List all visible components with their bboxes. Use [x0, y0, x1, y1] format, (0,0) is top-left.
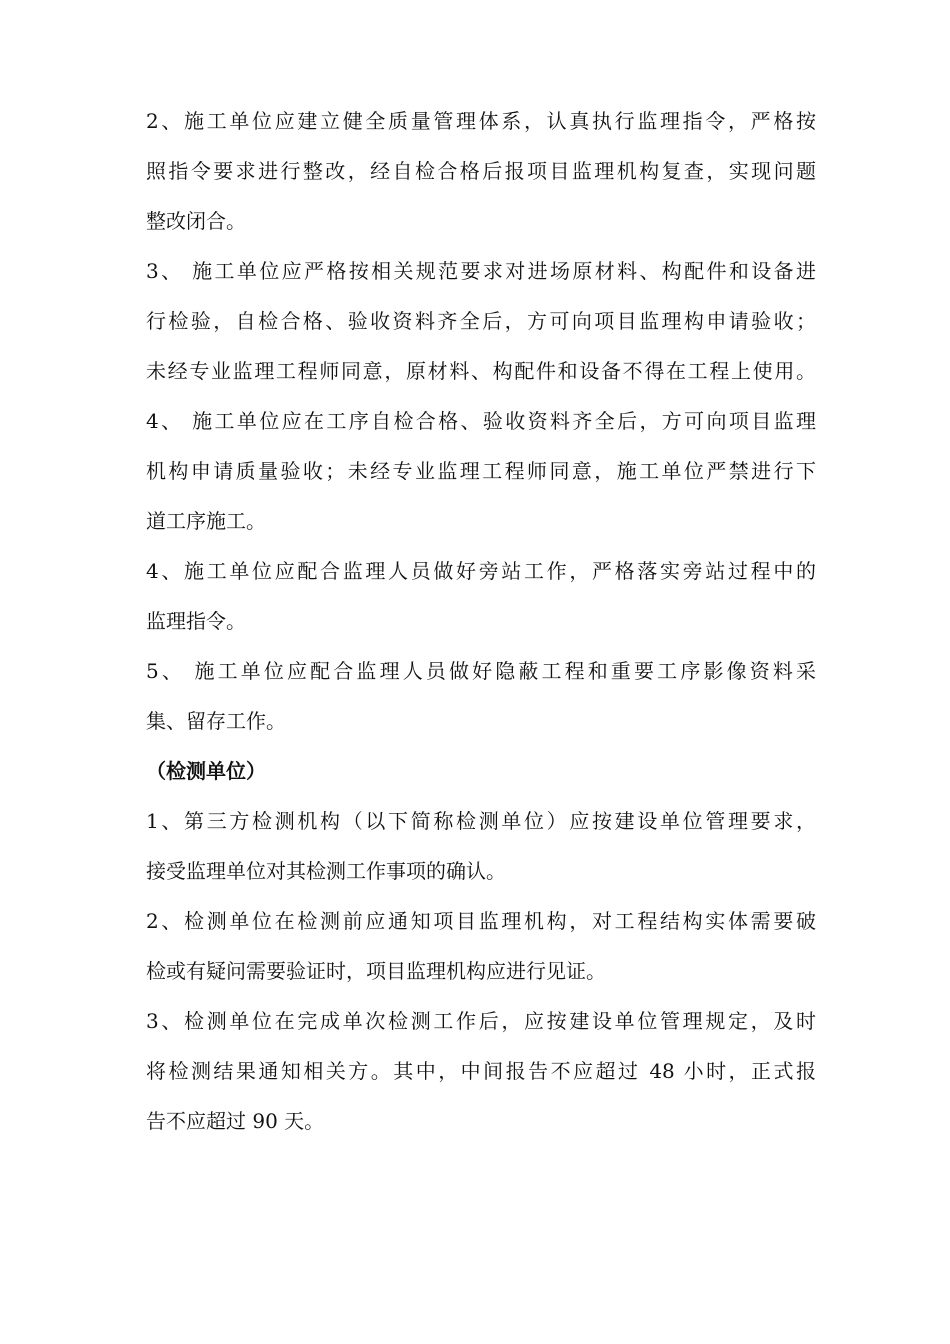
- text-line: 机构申请质量验收；未经专业监理工程师同意，施工单位严禁进行下: [146, 459, 816, 483]
- text-line: 将检测结果通知相关方。其中，中间报告不应超过 48 小时，正式报: [146, 1059, 816, 1083]
- document-body: [146, 96, 816, 1146]
- text-line: 集、留存工作。: [146, 709, 286, 733]
- text-line: 接受监理单位对其检测工作事项的确认。: [146, 859, 506, 883]
- text-line: 2、检测单位在检测前应通知项目监理机构，对工程结构实体需要破: [146, 909, 816, 933]
- text-line: 照指令要求进行整改，经自检合格后报项目监理机构复查，实现问题: [146, 159, 816, 183]
- section-heading: （检测单位）: [146, 759, 266, 783]
- text-line: 3、检测单位在完成单次检测工作后，应按建设单位管理规定，及时: [146, 1009, 816, 1033]
- text-line: 未经专业监理工程师同意，原材料、构配件和设备不得在工程上使用。: [146, 359, 816, 383]
- text-line: 检或有疑问需要验证时，项目监理机构应进行见证。: [146, 959, 606, 983]
- text-line: 4、 施工单位应在工序自检合格、验收资料齐全后，方可向项目监理: [146, 409, 816, 433]
- text-line: 3、 施工单位应严格按相关规范要求对进场原材料、构配件和设备进: [146, 259, 816, 283]
- text-line: 5、 施工单位应配合监理人员做好隐蔽工程和重要工序影像资料采: [146, 659, 816, 683]
- text-line: 1、第三方检测机构（以下简称检测单位）应按建设单位管理要求，: [146, 809, 816, 833]
- text-line: 2、施工单位应建立健全质量管理体系，认真执行监理指令，严格按: [146, 109, 816, 133]
- text-line: 4、施工单位应配合监理人员做好旁站工作，严格落实旁站过程中的: [146, 559, 816, 583]
- text-line: 行检验，自检合格、验收资料齐全后，方可向项目监理构申请验收；: [146, 309, 816, 333]
- text-line: 监理指令。: [146, 609, 246, 633]
- text-line: 告不应超过 90 天。: [146, 1109, 325, 1133]
- text-line: 道工序施工。: [146, 509, 266, 533]
- text-line: 整改闭合。: [146, 209, 246, 233]
